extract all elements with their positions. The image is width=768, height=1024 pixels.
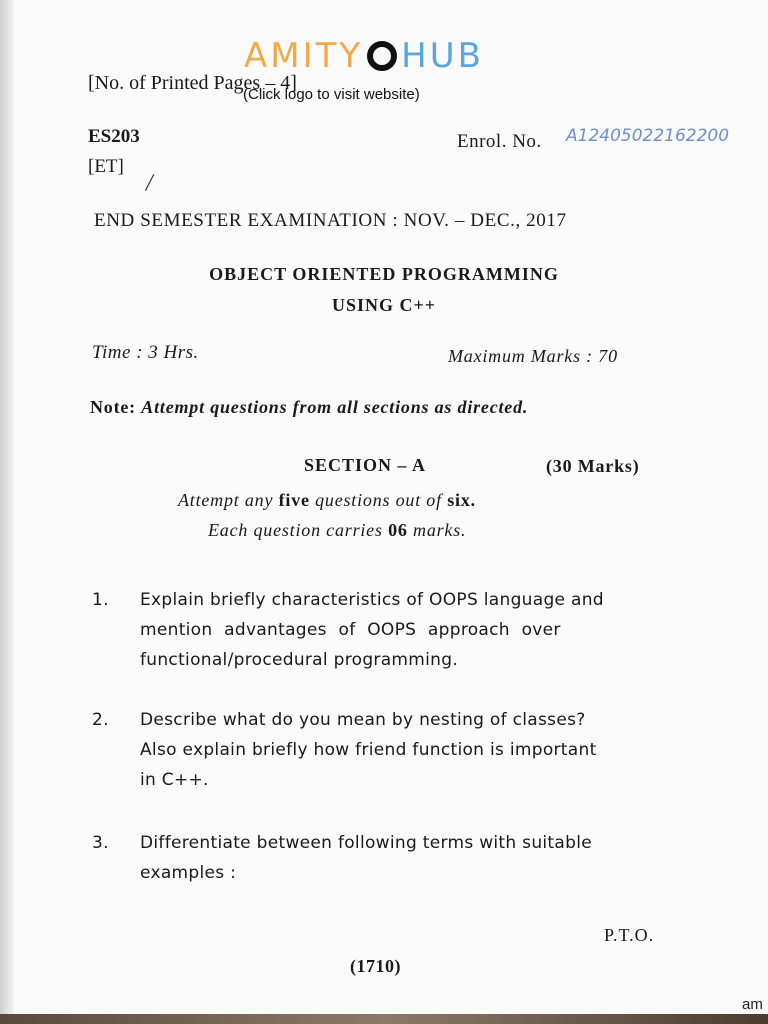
question-number: 1. <box>92 590 109 610</box>
logo-text-hub: HUB <box>401 36 484 76</box>
scan-edge-strip <box>0 1014 768 1024</box>
section-instruction-2 <box>208 520 466 541</box>
paper-tag: [ET] <box>88 156 124 177</box>
instruction-text: Attempt any <box>178 490 274 510</box>
section-marks: (30 Marks) <box>546 456 640 476</box>
exam-note <box>90 397 528 418</box>
question-number: 2. <box>92 710 109 730</box>
question-line: functional/procedural programming. <box>140 650 459 670</box>
subject-title-line1: OBJECT ORIENTED PROGRAMMING <box>209 264 559 284</box>
instruction-text: marks. <box>413 520 467 540</box>
pen-mark-icon: / <box>144 167 156 198</box>
note-label: Note: <box>90 397 136 417</box>
corner-watermark-text: am <box>742 996 763 1013</box>
logo-text-amity: AMITY <box>244 36 364 76</box>
question-line: examples : <box>140 863 237 883</box>
enrol-label: Enrol. No. <box>457 131 542 152</box>
instruction-text: Each question carries <box>208 520 383 540</box>
question-line: Explain briefly characteristics of OOPS language and <box>140 590 604 610</box>
question-line: Describe what do you mean by nesting of classes? <box>140 710 586 730</box>
question-number: 3. <box>92 833 109 853</box>
subject-title-line2: USING C++ <box>331 295 437 315</box>
printed-pages-count: [No. of Printed Pages – 4] <box>88 72 297 94</box>
enrol-number-handwritten: A12405022162200 <box>566 126 730 146</box>
logo-caption-link[interactable]: (Click logo to visit website) <box>243 86 420 103</box>
instruction-text: questions out of <box>315 490 442 510</box>
amity-hub-logo[interactable] <box>244 36 484 76</box>
paper-footer-code: (1710) <box>350 956 401 976</box>
section-title: SECTION – A <box>304 455 427 475</box>
exam-title: END SEMESTER EXAMINATION : NOV. – DEC., 2017 <box>94 210 567 231</box>
maximum-marks: Maximum Marks : 70 <box>448 346 618 366</box>
instruction-emphasis: 06 <box>388 520 408 540</box>
logo-ring-icon <box>367 41 397 71</box>
paper-code: ES203 <box>88 126 140 147</box>
page-turn-marker: P.T.O. <box>604 925 655 945</box>
note-text: Attempt questions from all sections as directed. <box>141 397 529 417</box>
exam-duration: Time : 3 Hrs. <box>92 342 199 363</box>
question-line: Differentiate between following terms with suitable <box>140 833 592 853</box>
question-line: Also explain briefly how friend function is important <box>140 740 597 760</box>
question-line: mention advantages of OOPS approach over <box>140 620 561 640</box>
section-instruction-1 <box>178 490 476 511</box>
question-line: in C++. <box>140 770 209 790</box>
instruction-emphasis: five <box>278 490 310 510</box>
instruction-emphasis: six. <box>447 490 476 510</box>
